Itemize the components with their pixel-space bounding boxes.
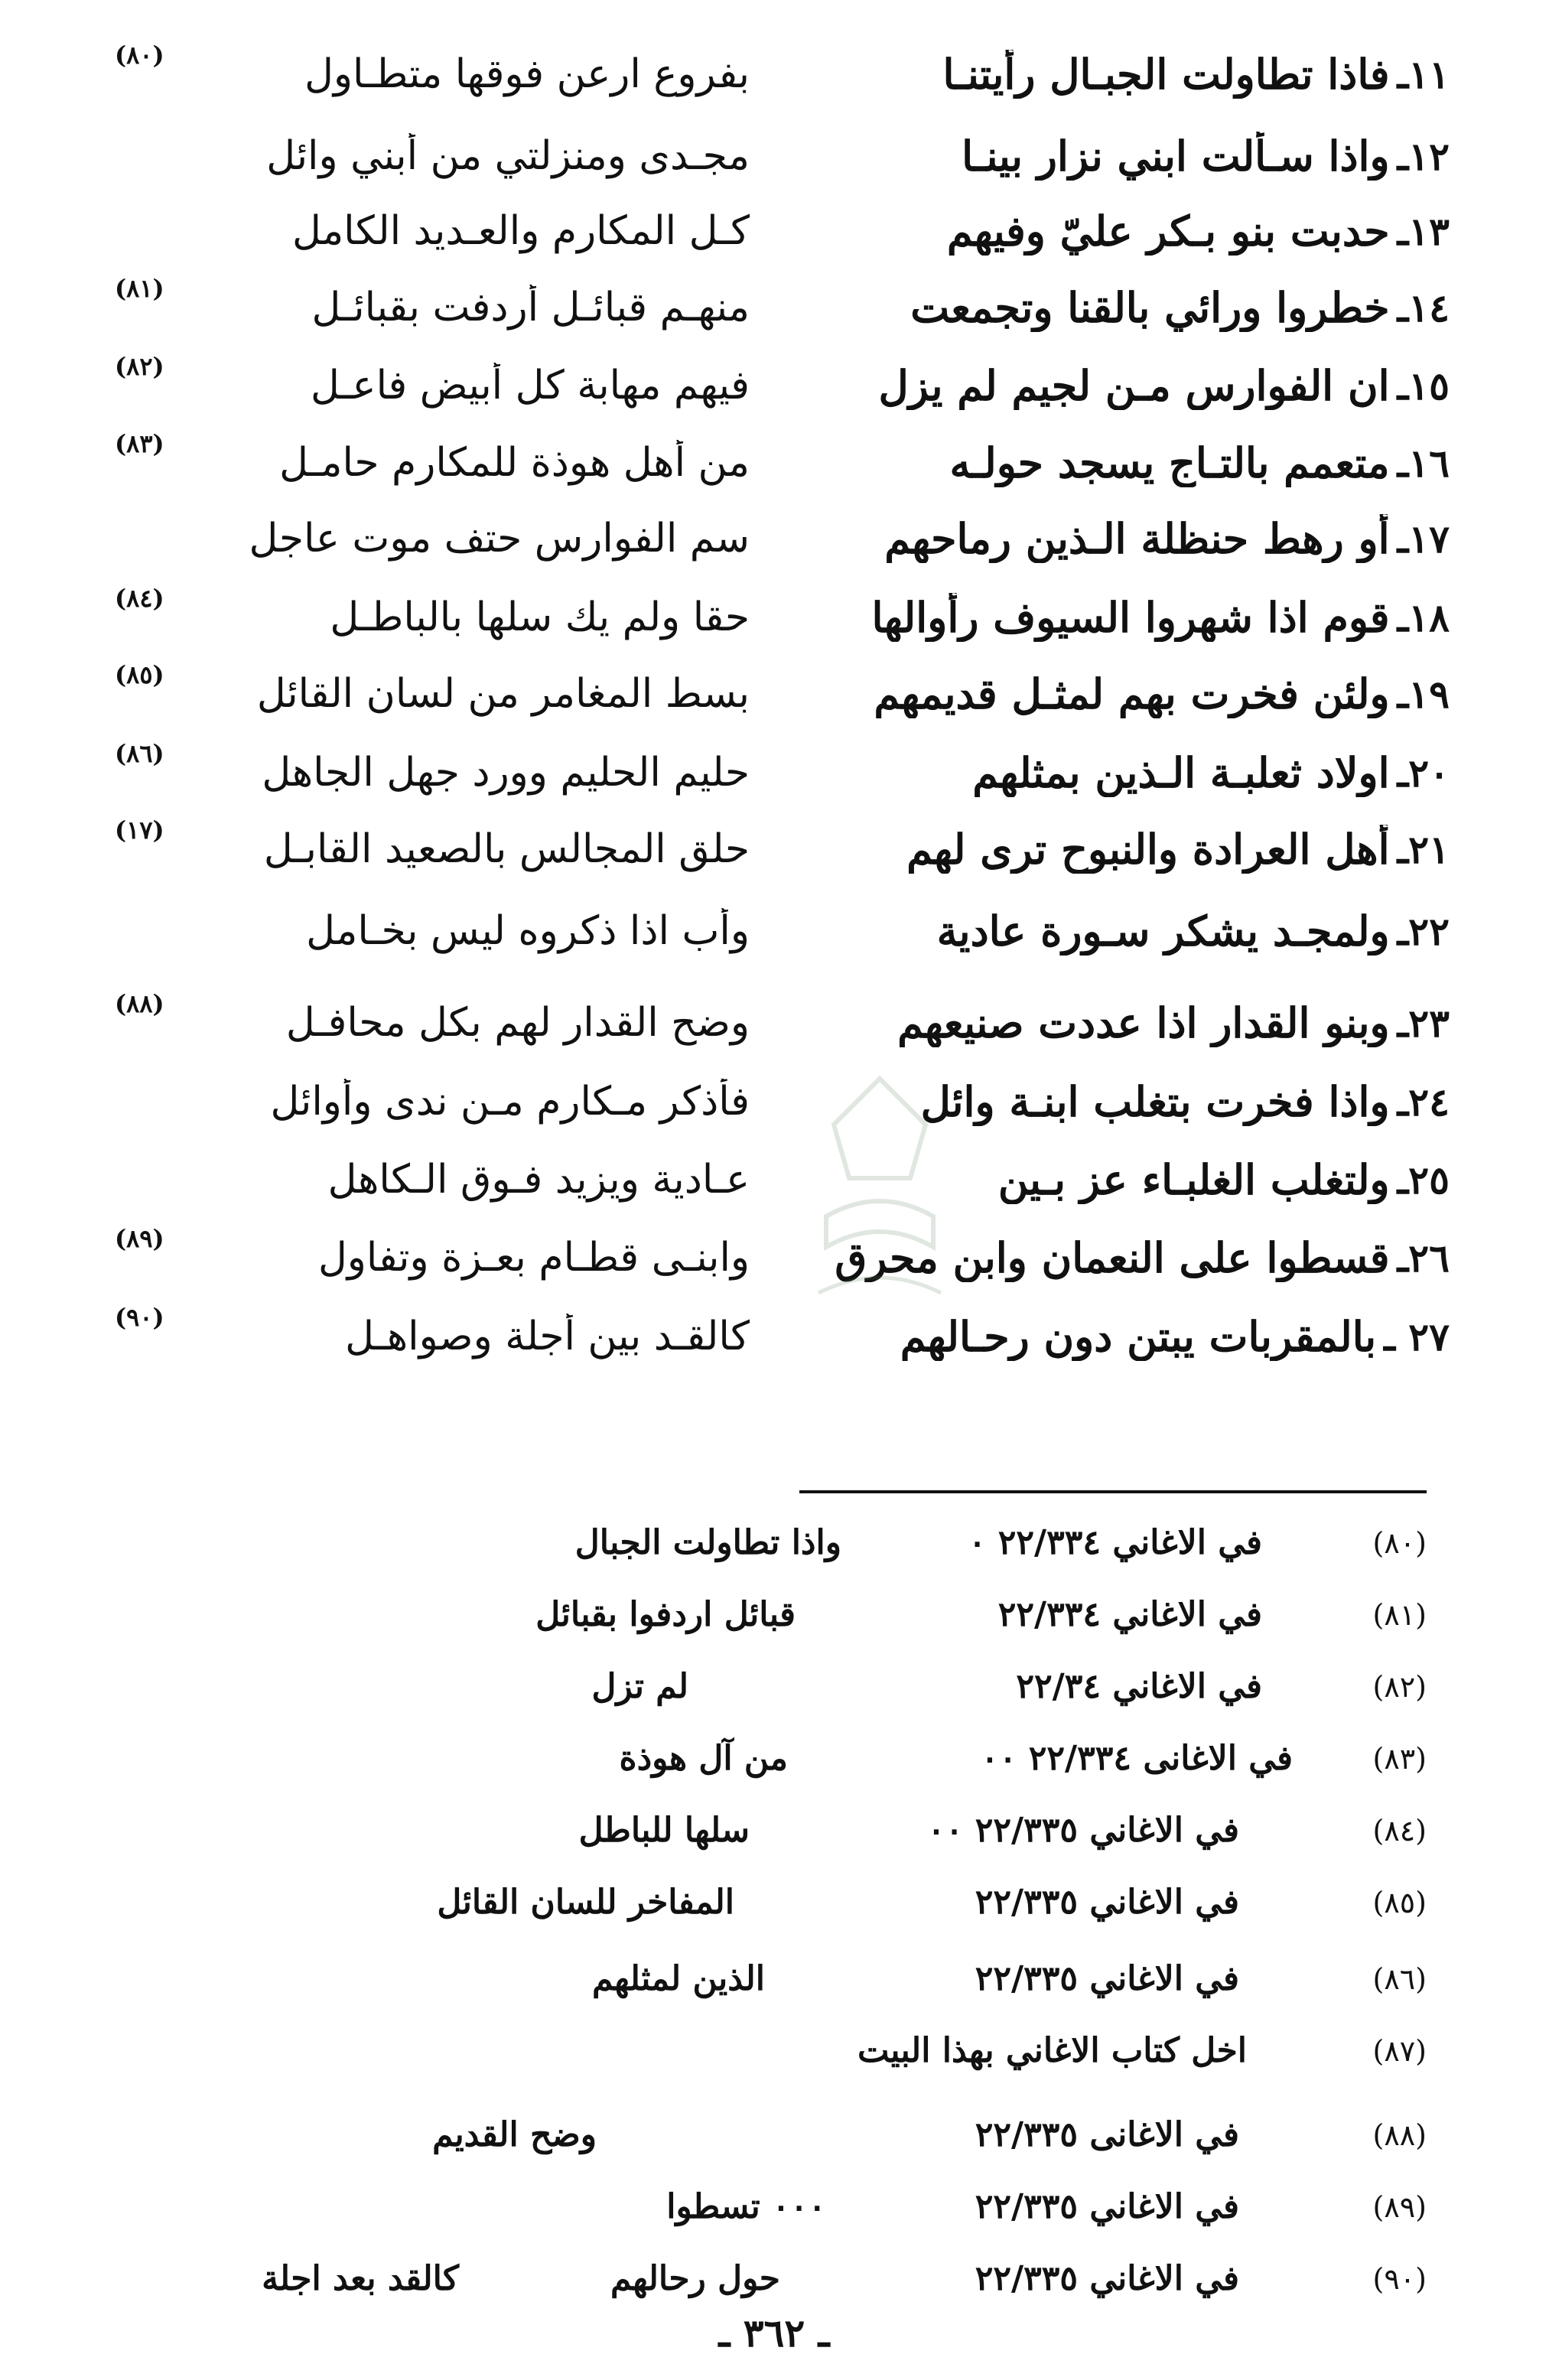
hemistich-text: سم الفوارس حتف موت عاجل [249,516,750,562]
hemistich-text: قوم اذا شهروا السيوف رأوالها [871,593,1390,642]
first-hemistich [815,268,1450,347]
hemistich-text: أهل العرادة والنبوح ترى لهم [906,825,1390,874]
first-hemistich [815,346,1450,425]
verse-number: ٢٥ـ [1397,1157,1450,1203]
second-hemistich [107,499,750,578]
hemistich-text: مجـدى ومنزلتي من أبني وائل [266,133,750,179]
footnote-source: في الاغاني ٢٢/٣٣٥ [975,2259,1239,2298]
second-hemistich [107,983,750,1063]
footnote-source: في الاغاني ٢٢/٣٣٤ ٠ [968,1523,1262,1562]
footnote-number: (٨٢) [1372,1670,1427,1704]
hemistich-text: ولتغلب الغلبـاء عز بـين [997,1155,1390,1204]
hemistich-text: متعمم بالتـاج يسجد حولـه [949,438,1390,487]
hemistich-text: اولاد ثعلبـة الـذين بمثلهم [972,748,1390,797]
footnote-number: (٨٧) [1372,2034,1427,2068]
verse-number: ١٤ـ [1397,285,1450,330]
footnote-source: في الاغاني ٢٢/٣٣٥ [975,1883,1239,1922]
verse-number: ٢٣ـ [1397,1000,1450,1046]
first-hemistich [815,499,1450,578]
first-hemistich [815,891,1450,971]
hemistich-text: ان الفوارس مـن لجيم لم يزل [878,361,1390,410]
verse-row [0,809,1549,889]
verse-number: ٢١ـ [1397,826,1450,872]
hemistich-text: ولمجـد يشكر سـورة عادية [936,907,1390,956]
footnote-variant: وضح القديم [432,2115,597,2154]
footnote-reference: (٨٣) [115,429,164,458]
verse-number: ٢٠ـ [1397,750,1450,796]
footnote-reference: (٩٠) [115,1303,164,1332]
verse-row [0,733,1549,812]
hemistich-text: فيهم مهابة كل أبيض فاعـل [310,363,750,409]
footnote [0,1723,1549,1795]
verse-number: ٢٦ـ [1397,1235,1450,1281]
hemistich-text: واذا فخرت بتغلب ابنـة وائل [920,1077,1390,1126]
footnote-number: (٩٠) [1372,2262,1427,2296]
verse-row [0,191,1549,271]
hemistich-text: حقا ولم يك سلها بالباطـل [330,594,750,640]
footnote-number: (٨٥) [1372,1886,1427,1919]
footnote-variant: ٠٠٠ تسطوا [666,2187,826,2226]
footnote-source: اخل كتاب الاغاني بهذا البيت [857,2031,1247,2070]
footnote-number: (٨٨) [1372,2118,1427,2152]
verse-row [0,499,1549,578]
second-hemistich [107,1140,750,1219]
hemistich-text: وابنـى قطـام بعـزة وتفاول [317,1235,750,1281]
footnote [0,1795,1549,1867]
hemistich-text: كالقـد بين أجلة وصواهـل [345,1314,750,1359]
second-hemistich [107,809,750,889]
verse-row [0,346,1549,425]
footnote-reference: (١٧) [115,816,164,845]
verse-row [0,1140,1549,1219]
first-hemistich [815,654,1450,734]
verse-number: ١٣ـ [1397,208,1450,254]
hemistich-text: حدبت بنو بـكر عليّ وفيهم [946,207,1390,256]
first-hemistich [815,34,1450,114]
footnote-number: (٨٦) [1372,1962,1427,1996]
library-watermark-icon [796,1063,964,1354]
verse-row [0,116,1549,196]
footnote-reference: (٨١) [115,274,164,303]
hemistich-text: من أهل هوذة للمكارم حامـل [279,440,750,486]
hemistich-text: وضح القدار لهم بكل محافـل [285,1000,750,1046]
footnote [0,1651,1549,1723]
verse-row [0,34,1549,114]
footnote [0,2243,1549,2315]
footnote-reference: (٨٩) [115,1224,164,1253]
verse-number: ١١ـ [1397,51,1450,97]
footnote-reference: (٨٦) [115,739,164,768]
first-hemistich [815,191,1450,271]
verse-row [0,1218,1549,1297]
verse-number: ٢٤ـ [1397,1079,1450,1125]
first-hemistich [815,578,1450,657]
footnote-number: (٨٤) [1372,1814,1427,1848]
hemistich-text: وبنو القدار اذا عددت صنيعهم [897,998,1390,1047]
hemistich-text: حليم الحليم وورد جهل الجاهل [262,750,750,796]
verse-number: ٢٢ـ [1397,908,1450,954]
first-hemistich [815,116,1450,196]
footnote [0,1867,1549,1939]
footnote-source: في الاغانى ٢٢/٣٣٥ [975,2115,1239,2154]
footnote-variant: قبائل اردفوا بقبائل [535,1595,796,1634]
hemistich-text: واذا سـألت ابني نزار بينـا [962,132,1390,181]
second-hemistich [107,191,750,271]
footnote-source: في الاغاني ٢٢/٣٣٤ [997,1595,1262,1634]
second-hemistich [107,891,750,971]
footnote-number: (٨٩) [1372,2190,1427,2224]
verse-row [0,654,1549,734]
verse-row [0,983,1549,1063]
footnote [0,2099,1549,2171]
first-hemistich [815,733,1450,812]
footnote-source: في الاغاني ٢٢/٣٤ [1016,1667,1262,1706]
second-hemistich [107,654,750,734]
second-hemistich [107,1218,750,1297]
hemistich-text: كـل المكارم والعـديد الكامل [291,208,750,254]
verse-row [0,1297,1549,1376]
verse-number: ٢٧ ـ [1384,1314,1450,1359]
hemistich-text: عـادية ويزيد فـوق الـكاهل [327,1157,750,1203]
hemistich-text: بالمقربات يبتن دون رحـالهم [900,1312,1377,1361]
footnote-reference: (٨٥) [115,660,164,689]
hemistich-text: منهـم قبائـل أردفت بقبائـل [311,285,750,330]
second-hemistich [107,346,750,425]
second-hemistich [107,578,750,657]
verse-number: ١٩ـ [1397,671,1450,717]
footnote-variant: واذا تطاولت الجبال [574,1523,841,1562]
hemistich-text: فأذكر مـكارم مـن ندى وأوائل [270,1079,750,1125]
page-number: ـ ٣٦٢ ـ [718,2310,830,2356]
footnote-reference: (٨٢) [115,352,164,381]
footnote-separator [799,1490,1427,1493]
hemistich-text: بفروع ارعن فوقها متطـاول [304,51,750,97]
footnote [0,1943,1549,2015]
footnote-source: في الاغانى ٢٢/٣٣٤ ٠٠ [981,1739,1293,1778]
first-hemistich [815,983,1450,1063]
hemistich-text: قسطوا على النعمان وابن محرق [835,1233,1390,1282]
second-hemistich [107,733,750,812]
verse-number: ١٦ـ [1397,440,1450,486]
hemistich-text: فاذا تطاولت الجبـال رأيتنـا [942,50,1390,99]
verse-number: ١٢ـ [1397,133,1450,179]
hemistich-text: حلق المجالس بالصعيد القابـل [263,826,750,872]
hemistich-text: خطروا ورائي بالقنا وتجمعت [910,283,1390,332]
second-hemistich [107,423,750,503]
footnote-variant: لم تزل [591,1667,688,1706]
verse-row [0,1062,1549,1141]
second-hemistich [107,1062,750,1141]
footnote [0,2171,1549,2243]
footnote-number: (٨٣) [1372,1742,1427,1776]
footnote-variant: المفاخر للسان القائل [437,1883,734,1922]
verse-number: ١٨ـ [1397,594,1450,640]
footnote-variant: حول رحالهم [610,2259,780,2298]
footnote-variant: سلها للباطل [578,1811,750,1850]
footnote-source: في الاغاني ٢٢/٣٣٥ [975,2187,1239,2226]
footnote [0,2015,1549,2087]
verse-number: ١٥ـ [1397,363,1450,409]
footnote-source: في الاغاني ٢٢/٣٣٥ [975,1959,1239,1998]
footnote-number: (٨١) [1372,1598,1427,1632]
hemistich-text: أو رهط حنظلة الـذين رماحهم [884,514,1390,563]
verse-row [0,268,1549,347]
hemistich-text: بسط المغامر من لسان القائل [256,671,750,717]
first-hemistich [815,423,1450,503]
footnote-number: (٨٠) [1372,1526,1427,1560]
footnote-reference: (٨٨) [115,989,164,1018]
footnote-source: في الاغاني ٢٢/٣٣٥ ٠٠ [927,1811,1239,1850]
footnote-reference: (٨٤) [115,584,164,613]
footnote-reference: (٨٠) [115,41,164,70]
second-hemistich [107,34,750,114]
first-hemistich [815,809,1450,889]
footnote-variant: الذين لمثلهم [591,1959,765,1998]
footnote [0,1579,1549,1651]
hemistich-text: ولئن فخرت بهم لمثـل قديمهم [874,669,1390,718]
verse-row [0,891,1549,971]
second-hemistich [107,268,750,347]
footnote-variant: كالقد بعد اجلة [262,2259,459,2298]
second-hemistich [107,1297,750,1376]
second-hemistich [107,116,750,196]
verse-row [0,423,1549,503]
verse-number: ١٧ـ [1397,516,1450,562]
footnote-variant: من آل هوذة [619,1739,788,1778]
verse-row [0,578,1549,657]
footnote [0,1507,1549,1579]
hemistich-text: وأب اذا ذكروه ليس بخـامل [306,908,750,954]
